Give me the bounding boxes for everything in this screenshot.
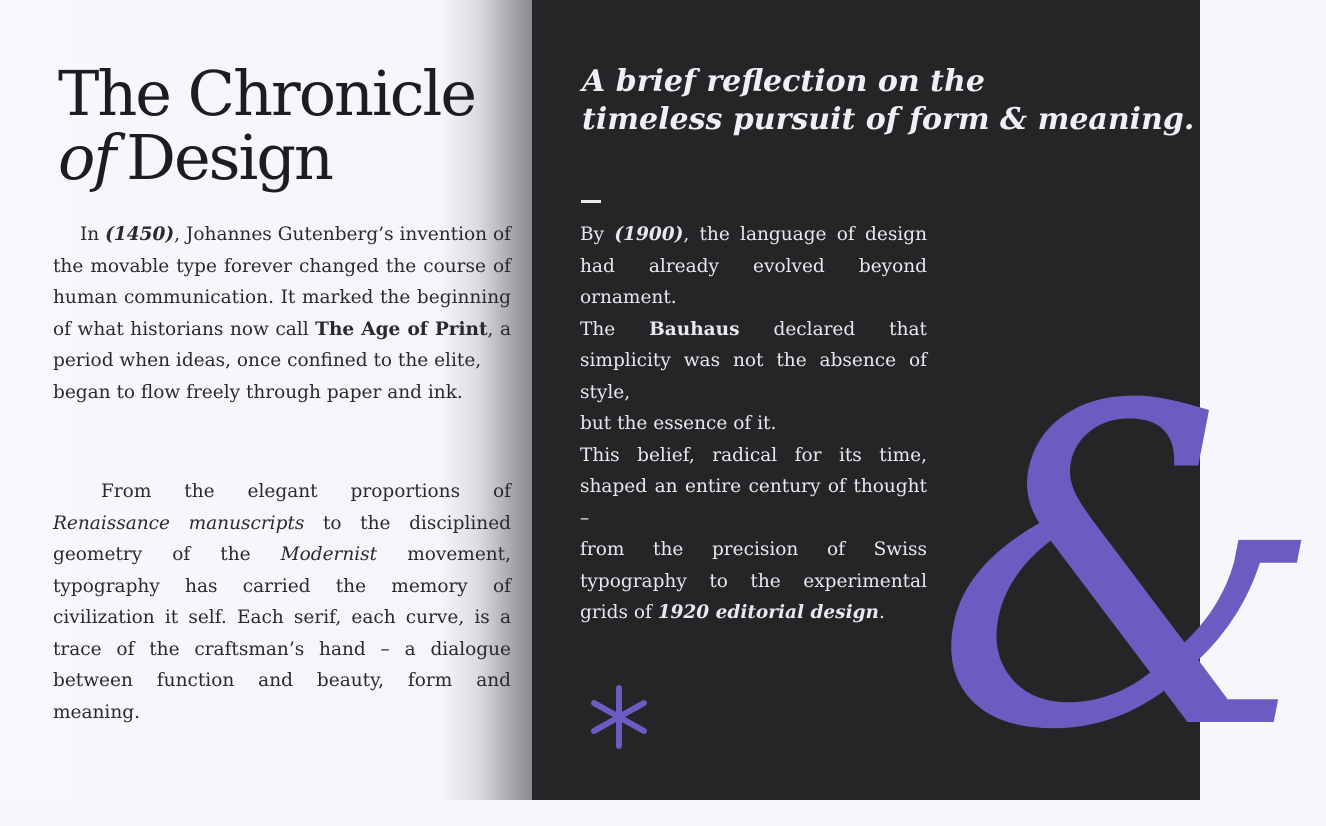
subtitle-line-2: timeless pursuit of form & meaning.: [582, 102, 1195, 137]
p2-text-c: to the disciplined geometry of the: [53, 512, 511, 565]
p3-text-h: This belief, radical for its time, shaped an entire century of thought –: [580, 444, 927, 529]
p3-text-i: from the precision of Swiss typography to the experimental grids of: [580, 539, 927, 623]
p1-text-c: , Johannes Gutenberg’s invention of the movable type forever changed the course of human communication. It marked the beginning of what historians now call: [53, 224, 511, 340]
title-design: Design: [126, 121, 332, 194]
p3-bauhaus: Bauhaus: [649, 318, 740, 340]
subtitle: [582, 63, 1194, 139]
p3-text-f: declared that simplicity was not the absence of style,: [580, 318, 927, 403]
ampersand-glyph: &: [934, 314, 1326, 826]
p1-age-of-print: The Age of Print: [315, 318, 488, 340]
p2-text-a: From the elegant proportions of: [101, 481, 511, 502]
p3-text-g: but the essence of it.: [580, 413, 777, 434]
p1-text-e: , a period when ideas, once confined to the elite,: [53, 318, 511, 371]
subtitle-line-1: A brief reflection on the: [582, 64, 985, 99]
paragraph-bauhaus: [580, 219, 927, 629]
p3-1920-editorial: 1920 editorial design: [657, 602, 880, 623]
p3-text-c: , the language of design had already evolved beyond ornament.: [580, 224, 927, 308]
page-title: [58, 57, 476, 194]
p1-year-1450: (1450): [105, 224, 175, 245]
p2-renaissance: Renaissance manuscripts: [53, 512, 305, 534]
p2-text-e: movement, typography has carried the memory of civilization it self. Each serif, each curve, is a trace of the craftsman’s hand – a dialogue between function and beauty, form and meaning.: [53, 544, 511, 723]
p2-modernist: Modernist: [280, 544, 378, 565]
paragraph-renaissance: [53, 476, 511, 728]
p3-text-k: .: [879, 602, 885, 623]
p3-year-1900: (1900): [614, 224, 684, 245]
p3-text-d: The: [580, 318, 650, 340]
dash-divider: [581, 200, 601, 203]
p3-text-a: By: [580, 224, 615, 245]
title-line-1: The Chronicle: [58, 57, 476, 130]
asterisk-icon: [586, 684, 652, 750]
ampersand-icon: [934, 314, 1326, 826]
paragraph-gutenberg: [53, 219, 511, 408]
title-of: of: [58, 121, 115, 194]
p1-text-a: In: [80, 224, 106, 245]
p1-text-f: began to flow freely through paper and ink.: [53, 381, 463, 403]
